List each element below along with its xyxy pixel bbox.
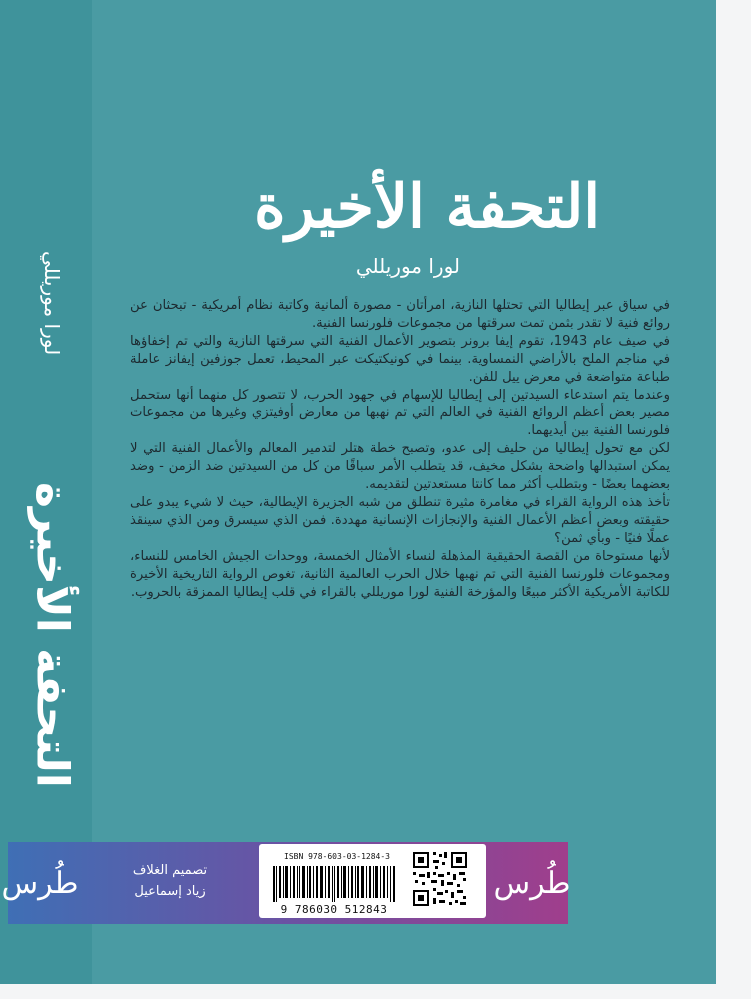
isbn-label: ISBN 978-603-03-1284-3 [284,852,390,861]
barcode-icon [273,866,397,902]
book-author: لورا موريللي [355,254,460,278]
book-spine [0,0,92,984]
screen-border-bottom [0,984,751,999]
cover-designer-name: زياد إسماعيل [134,884,206,899]
book-blurb [130,297,670,697]
blurb-paragraph: لأنها مستوحاة من القصة الحقيقية المذهلة لنساء الأمثال الخمسة، ووحدات الجيش الخامس للنساء، ومجموعات فلورنسا الفنية التي تم نهبها خلال الحرب العالمية الثانية، تغوص الرواية التاريخية الأخيرة للكاتبة الأمريكية الأكثر مبيعًا والمؤرخة الفنية لورا موريللي بالقراء في قلب إيطاليا الممزقة بالحروب. [130,548,670,600]
spine-title: التحفة الأخيرة [26,482,78,788]
blurb-paragraph: في سياق عبر إيطاليا التي تحتلها النازية، امرأتان - مصورة ألمانية وكاتبة نظام أمريكية - تبحثان عن روائع فنية لا تقدر بثمن تمت سرقتها من مجموعات فلورنسا الفنية. [130,298,670,331]
publisher-logo-icon: طُرس [1,865,79,901]
screen-border-right [716,0,751,999]
blurb-paragraph: تأخذ هذه الرواية القراء في مغامرة مثيرة تنطلق من شبه الجزيرة الإيطالية، حيث لا شيء يبدو على حقيقته وبعض أعظم الأعمال الفنية والإنجازات الإنسانية مهددة. فمن الذي سيسرق ومن الذي سينقذ عملًا فنيًا - وبأي ثمن؟ [130,494,670,546]
book-title: التحفة الأخيرة [254,172,600,242]
qr-code-icon [411,850,469,908]
blurb-paragraph: في صيف عام 1943، تقوم إيفا برونر بتصوير الأعمال الفنية التي سرقتها النازية والتي تم إخفاؤها في مناجم الملح بالأراضي النمساوية. بينما في كونيكتيكت عبر المحيط، تعمل جوزفين إيفانز عاملة طباعة متواضعة في معرض ييل للفن. [130,333,670,385]
cover-design-label: تصميم الغلاف [132,863,208,878]
publisher-logo-icon: طُرس [493,865,571,901]
blurb-paragraph: وعندما يتم استدعاء السيدتين إلى إيطاليا للإسهام في جهود الحرب، لا تتصور كل منهما أنها ستحمل مصير بعض أعظم الروائع الفنية في العالم التي تم نهبها من معارض أوفيتزي وغيرها من مجموعات فلورنسا الفنية بين أيديهما. [130,387,670,439]
spine-author: لورا موريللي [40,250,64,356]
barcode-digits: 9 786030 512843 [280,903,388,916]
blurb-paragraph: لكن مع تحول إيطاليا من حليف إلى عدو، وتصبح خطة هتلر لتدمير المعالم والأعمال الفنية التي لا يمكن استبدالها واضحة بشكل مخيف، قد يتطلب الأمر سباقًا من كل من السيدتين ضد الزمن - وضد بعضهما بعضًا - وبتطلب أكثر مما كانتا مستعدتين لتقديمه. [130,441,670,493]
